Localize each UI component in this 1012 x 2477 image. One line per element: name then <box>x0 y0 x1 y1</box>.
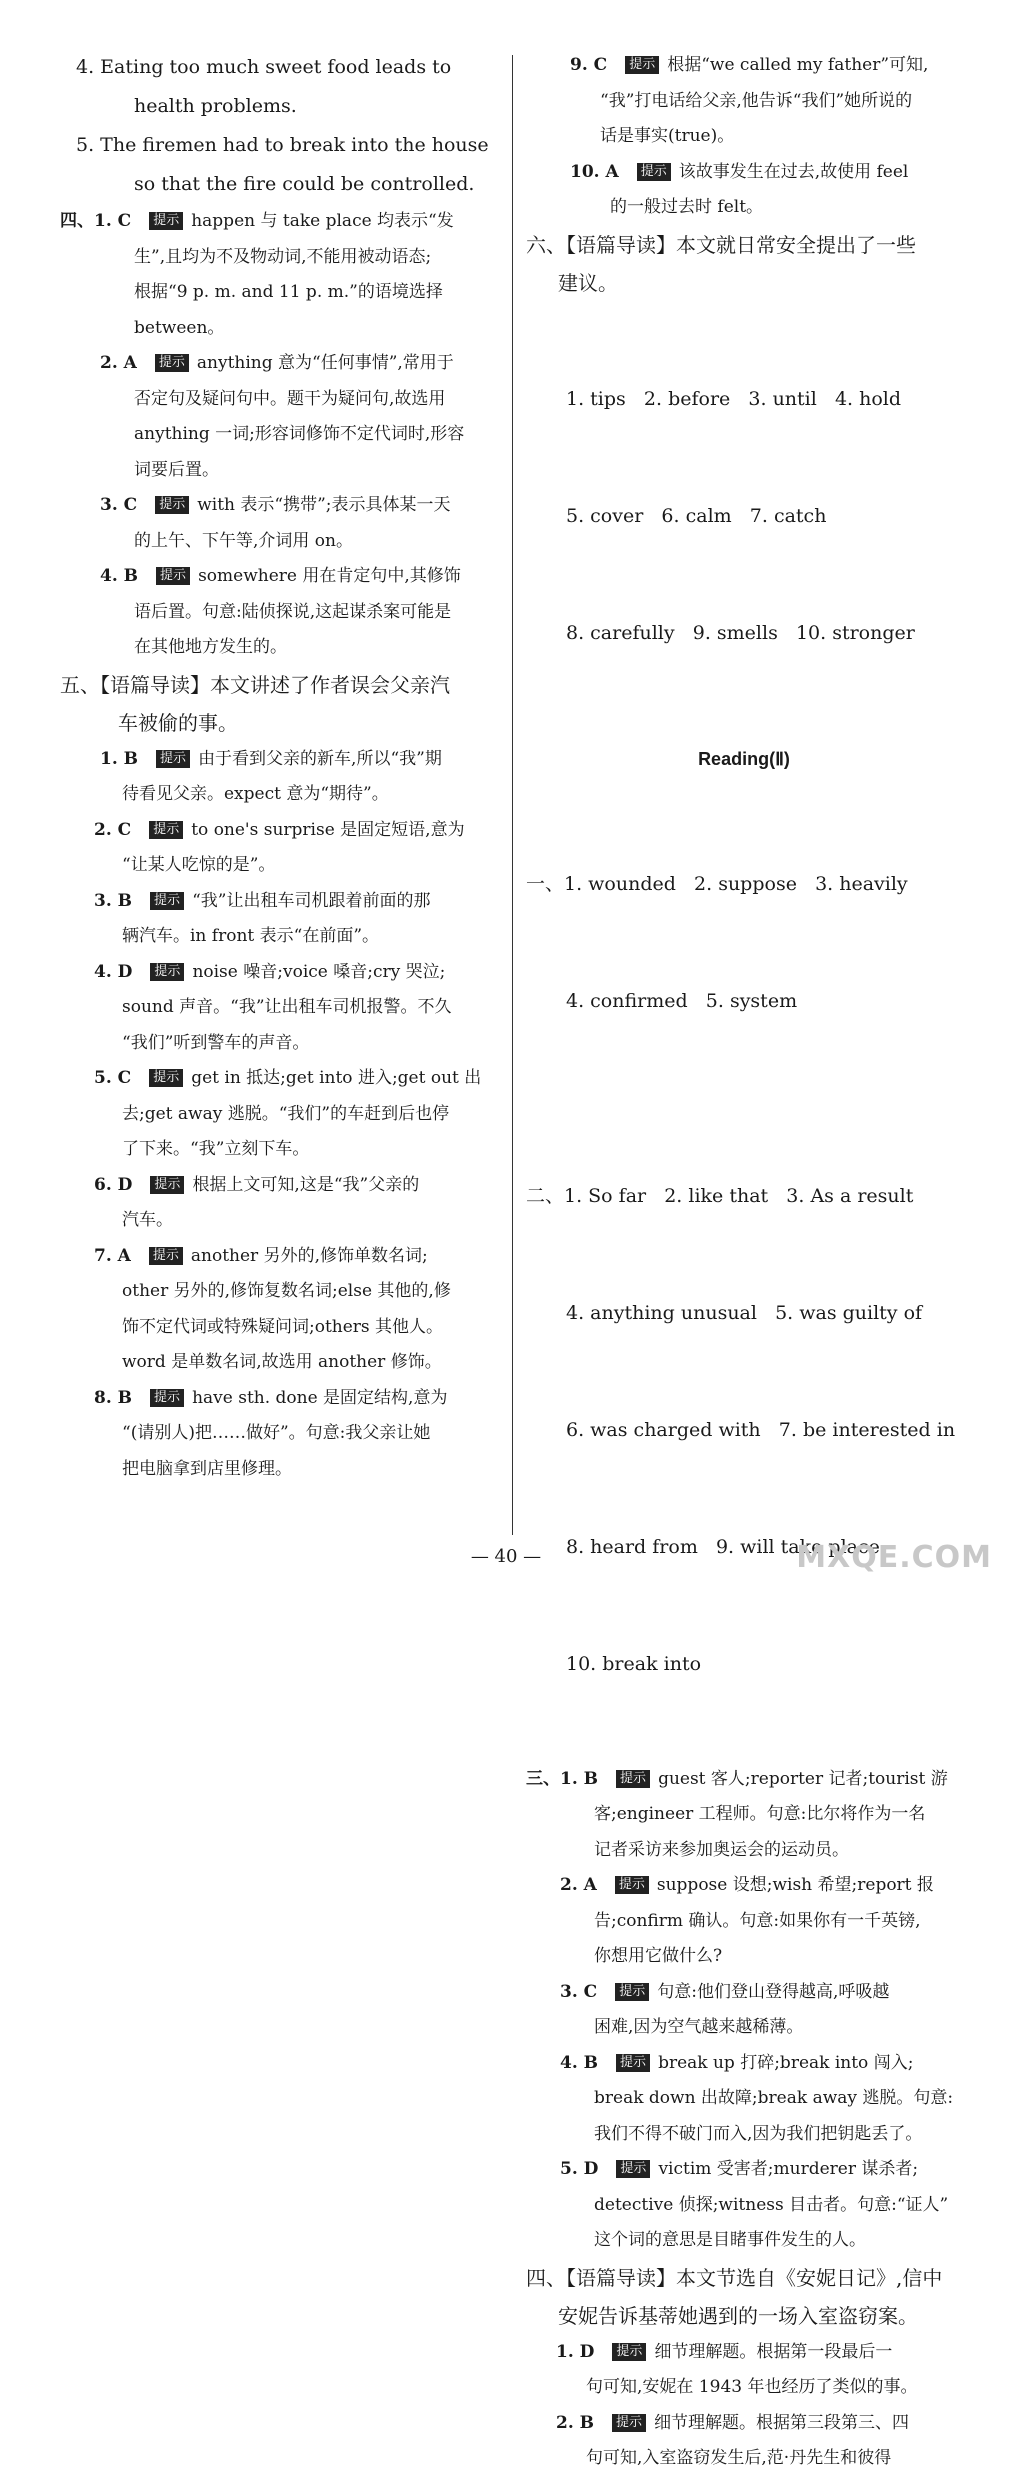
q5-6 <box>60 1168 496 1239</box>
text: “我们”听到警车的声音。 <box>122 1032 310 1053</box>
text: 六、【语篇导读】本文就日常安全提出了一些 <box>526 232 916 257</box>
text: 话是事实(true)。 <box>600 126 735 146</box>
text: 细节理解题。根据第三段第三、四 <box>654 2412 910 2433</box>
q10 <box>526 155 962 226</box>
q4-1 <box>60 204 496 346</box>
text: 困难,因为空气越来越稀薄。 <box>594 2017 804 2037</box>
text: another 另外的,修饰单数名词; <box>190 1245 428 1266</box>
answer-row: 4. confirmed 5. system <box>566 989 798 1012</box>
text: “我”打电话给父亲,他告诉“我们”她所说的 <box>600 90 913 111</box>
hint-badge: 提示 <box>155 496 189 514</box>
answer-label: 5. C <box>94 1068 132 1088</box>
text: anything 意为“任何事情”,常用于 <box>196 353 454 373</box>
text: 句可知,入室盗窃发生后,范·丹先生和彼得 <box>586 2448 892 2468</box>
hint-badge: 提示 <box>616 1770 650 1788</box>
hint-badge: 提示 <box>612 2343 646 2361</box>
text: 根据上文可知,这是“我”父亲的 <box>192 1174 420 1195</box>
answer-row: 10. break into <box>566 1652 702 1675</box>
text: 句可知,安妮在 1943 年也经历了类似的事。 <box>586 2377 918 2397</box>
hint-badge: 提示 <box>150 892 184 910</box>
hint-badge: 提示 <box>149 821 183 839</box>
q5-8 <box>60 1381 496 1488</box>
answer-label: 四、1. C <box>60 211 132 231</box>
q9 <box>526 48 962 155</box>
text: with 表示“携带”;表示具体某一天 <box>197 495 451 515</box>
text: other 另外的,修饰复数名词;else 其他的,修 <box>122 1281 451 1301</box>
page-number: — 40 — <box>470 1546 542 1567</box>
text: 饰不定代词或特殊疑问词;others 其他人。 <box>122 1316 444 1337</box>
answer-label: 7. A <box>94 1245 131 1266</box>
text: “(请别人)把……做好”。句意:我父亲让她 <box>122 1423 431 1443</box>
q5-2 <box>60 813 496 884</box>
hint-badge: 提示 <box>156 567 190 585</box>
r3-2 <box>526 1868 962 1975</box>
reading-heading: Reading(Ⅱ) <box>698 748 790 769</box>
text: victim 受害者;murderer 谋杀者; <box>658 2159 919 2179</box>
text: 你想用它做什么? <box>594 1946 723 1966</box>
q5-1 <box>60 742 496 813</box>
q4-4 <box>60 559 496 666</box>
text: 根据“we called my father”可知, <box>667 55 929 75</box>
text: 细节理解题。根据第一段最后一 <box>654 2341 893 2362</box>
text: 4. Eating too much sweet food leads to <box>76 56 452 78</box>
text: health problems. <box>134 95 297 117</box>
answer-line <box>60 165 496 204</box>
answer-label: 3. B <box>94 890 133 911</box>
text: suppose 设想;wish 希望;report 报 <box>656 1875 934 1895</box>
answer-row: 1. tips 2. before 3. until 4. hold <box>566 387 902 410</box>
text: 句意:他们登山登得越高,呼吸越 <box>657 1981 890 2002</box>
hint-badge: 提示 <box>150 963 184 981</box>
text: 客;engineer 工程师。句意:比尔将作为一名 <box>594 1804 926 1824</box>
text: 告;confirm 确认。句意:如果你有一千英镑, <box>594 1910 921 1931</box>
text: 辆汽车。in front 表示“在前面”。 <box>122 926 380 946</box>
answer-row: 8. carefully 9. smells 10. stronger <box>566 621 915 644</box>
hint-badge: 提示 <box>615 1876 649 1894</box>
text: between。 <box>134 317 225 338</box>
q5-5 <box>60 1061 496 1168</box>
text: get in 抵达;get into 进入;get out 出 <box>191 1068 482 1088</box>
answer-label: 2. A <box>100 353 137 373</box>
text: anything 一词;形容词修饰不定代词时,形容 <box>134 424 465 444</box>
reading-part-2 <box>526 1099 962 1762</box>
answer-label: 8. B <box>94 1387 133 1408</box>
text: happen 与 take place 均表示“发 <box>191 211 454 231</box>
hint-badge: 提示 <box>637 163 671 181</box>
r4-2 <box>526 2406 962 2477</box>
reading-part-1 <box>526 787 962 1099</box>
answer-label: 4. B <box>560 2052 599 2073</box>
q5-4 <box>60 955 496 1062</box>
section-6-answers <box>526 302 962 731</box>
text: 四、【语篇导读】本文节选自《安妮日记》,信中 <box>526 2265 943 2290</box>
answer-row: 8. heard from 9. will take place <box>566 1535 880 1558</box>
section-4-guide <box>526 2259 962 2335</box>
hint-badge: 提示 <box>155 354 189 372</box>
q5-7 <box>60 1239 496 1381</box>
text: 生”,且均为不及物动词,不能用被动语态; <box>134 246 432 267</box>
text: 语后置。句意:陆侦探说,这起谋杀案可能是 <box>134 601 452 622</box>
text: 我们不得不破门而入,因为我们把钥匙丢了。 <box>594 2123 923 2144</box>
hint-badge: 提示 <box>625 56 659 74</box>
answer-label: 5. D <box>560 2159 599 2179</box>
answer-line <box>60 126 496 165</box>
text: detective 侦探;witness 目击者。句意:“证人” <box>594 2194 949 2215</box>
answer-label: 2. B <box>556 2412 595 2433</box>
text: break up 打碎;break into 闯入; <box>658 2052 914 2073</box>
text: 待看见父亲。expect 意为“期待”。 <box>122 784 389 804</box>
r3-3 <box>526 1975 962 2046</box>
answer-label: 10. A <box>570 161 619 182</box>
text: 否定句及疑问句中。题干为疑问句,故选用 <box>134 388 446 409</box>
q5-3 <box>60 884 496 955</box>
hint-badge: 提示 <box>616 2160 650 2178</box>
answer-label: 1. B <box>100 748 139 769</box>
text: 安妮告诉基蒂她遇到的一场入室盗窃案。 <box>558 2303 918 2328</box>
answer-line <box>60 48 496 87</box>
text: to one's surprise 是固定短语,意为 <box>191 819 465 840</box>
text: break down 出故障;break away 逃脱。句意: <box>594 2088 954 2108</box>
hint-badge: 提示 <box>149 1069 183 1087</box>
text: 的上午、下午等,介词用 on。 <box>134 530 353 551</box>
answer-label: 3. C <box>100 495 138 515</box>
text: word 是单数名词,故选用 another 修饰。 <box>122 1352 442 1372</box>
text: noise 噪音;voice 嗓音;cry 哭泣; <box>192 961 446 982</box>
text: 把电脑拿到店里修理。 <box>122 1458 292 1479</box>
r3-4 <box>526 2046 962 2153</box>
r3-5 <box>526 2152 962 2259</box>
answer-row: 一、1. wounded 2. suppose 3. heavily <box>526 872 908 895</box>
hint-badge: 提示 <box>149 212 183 230</box>
answer-label: 三、1. B <box>526 1768 599 1789</box>
answer-label: 2. A <box>560 1875 597 1895</box>
watermark: MXQE.COM <box>796 1540 992 1575</box>
hint-badge: 提示 <box>150 1176 184 1194</box>
text: 汽车。 <box>122 1210 173 1230</box>
answer-label: 3. C <box>560 1981 598 2002</box>
text: sound 声音。“我”让出租车司机报警。不久 <box>122 997 452 1017</box>
text: 根据“9 p. m. and 11 p. m.”的语境选择 <box>134 282 443 302</box>
q4-3 <box>60 488 496 559</box>
text: 在其他地方发生的。 <box>134 637 287 657</box>
left-column <box>60 48 496 1487</box>
r4-1 <box>526 2335 962 2406</box>
text: 的一般过去时 felt。 <box>610 197 764 217</box>
text: somewhere 用在肯定句中,其修饰 <box>198 566 461 586</box>
right-column <box>526 48 962 2477</box>
section-5-guide <box>60 666 496 742</box>
answer-label: 4. B <box>100 566 139 586</box>
text: so that the fire could be controlled. <box>134 173 475 195</box>
text: 了下来。“我”立刻下车。 <box>122 1139 310 1159</box>
hint-badge: 提示 <box>150 1389 184 1407</box>
text: 词要后置。 <box>134 459 219 480</box>
answer-label: 1. D <box>556 2341 595 2362</box>
text: 五、【语篇导读】本文讲述了作者误会父亲汽 <box>60 672 450 697</box>
hint-badge: 提示 <box>615 1983 649 2001</box>
text: 5. The firemen had to break into the house <box>76 134 489 156</box>
answer-label: 4. D <box>94 961 133 982</box>
section-6-guide <box>526 226 962 302</box>
answer-row: 5. cover 6. calm 7. catch <box>566 504 827 527</box>
column-divider <box>512 55 513 1535</box>
text: 车被偷的事。 <box>118 710 238 735</box>
text: 记者采访来参加奥运会的运动员。 <box>594 1839 849 1860</box>
text: 由于看到父亲的新车,所以“我”期 <box>198 748 442 769</box>
text: 建议。 <box>558 270 618 295</box>
text: guest 客人;reporter 记者;tourist 游 <box>658 1768 948 1789</box>
answer-row: 4. anything unusual 5. was guilty of <box>566 1301 923 1324</box>
text: 这个词的意思是目睹事件发生的人。 <box>594 2230 866 2250</box>
answer-row: 6. was charged with 7. be interested in <box>566 1418 956 1441</box>
text: 去;get away 逃脱。“我们”的车赶到后也停 <box>122 1103 450 1124</box>
text: “我”让出租车司机跟着前面的那 <box>192 890 431 911</box>
text: 该故事发生在过去,故使用 feel <box>678 161 909 182</box>
answer-label: 2. C <box>94 819 132 840</box>
answer-label: 9. C <box>570 55 608 75</box>
hint-badge: 提示 <box>149 1247 183 1265</box>
text: have sth. done 是固定结构,意为 <box>192 1387 448 1408</box>
text: “让某人吃惊的是”。 <box>122 855 276 875</box>
answer-row: 二、1. So far 2. like that 3. As a result <box>526 1184 914 1207</box>
hint-badge: 提示 <box>616 2054 650 2072</box>
answer-line <box>60 87 496 126</box>
hint-badge: 提示 <box>156 750 190 768</box>
hint-badge: 提示 <box>612 2414 646 2432</box>
q4-2 <box>60 346 496 488</box>
answer-label: 6. D <box>94 1174 133 1195</box>
r3-1 <box>526 1762 962 1869</box>
